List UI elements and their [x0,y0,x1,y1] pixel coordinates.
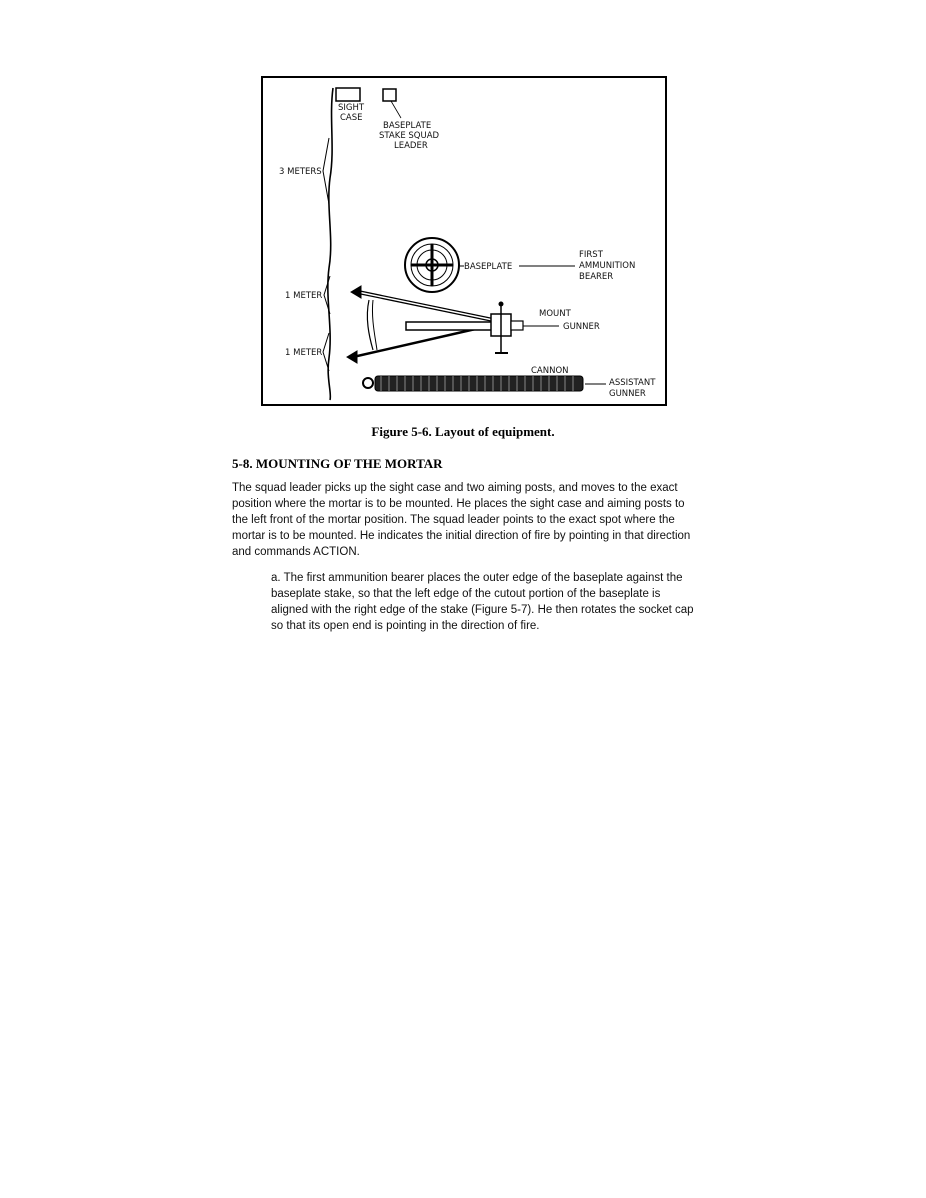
first-ammo-label-3: BEARER [579,272,614,282]
baseplate-stake-label: BASEPLATE [383,121,432,131]
bipod-mount-drawing [347,286,523,363]
cannon-drawing [363,376,583,391]
mount-label: MOUNT [539,309,571,319]
sight-case-label: SIGHT [338,103,365,113]
measurement-line [328,88,333,400]
gunner-label: GUNNER [563,322,600,332]
one-meter-bottom-label: 1 METER [285,348,323,358]
subparagraph-a: a. The first ammunition bearer places the outer edge of the baseplate against the baseplate stake, so that the left edge of the cutout portion of the baseplate is aligned with the right edge of the stake (Figure 5-7). He then rotates the socket cap so that its open end is pointing in the direction of fire. [271,572,694,632]
baseplate-drawing [405,238,459,292]
body-paragraph: The squad leader picks up the sight case and two aiming posts, and moves to the exact position where the mortar is to be mounted. He places the sight case and aiming posts to the left front of the mortar position. The squad leader points to the exact spot where the mortar is to be mounted. He indicates the initial direction of fire by pointing in that direction and commands ACTION. [232,482,691,558]
baseplate-stake-label-3: LEADER [394,141,428,151]
equipment-layout-figure [261,76,667,406]
stake-pointer [391,101,401,118]
assistant-gunner-label-2: GUNNER [609,389,646,399]
equipment-layout-diagram [263,78,665,404]
first-ammo-label-2: AMMUNITION [579,261,636,271]
baseplate-stake-label-2: STAKE SQUAD [379,131,440,141]
sight-case-label-2: CASE [340,113,363,123]
baseplate-label: BASEPLATE [464,262,513,272]
assistant-gunner-label: ASSISTANT [609,378,656,388]
one-meter-top-label: 1 METER [285,291,323,301]
three-meter-brace [323,138,329,204]
cannon-label: CANNON [531,366,569,376]
baseplate-stake-box [383,89,396,101]
sight-case-box [336,88,360,101]
three-meters-label: 3 METERS [279,167,322,177]
section-heading: 5-8. MOUNTING OF THE MORTAR [232,456,443,471]
first-ammo-label: FIRST [579,250,603,260]
figure-caption: Figure 5-6. Layout of equipment. [371,424,555,439]
